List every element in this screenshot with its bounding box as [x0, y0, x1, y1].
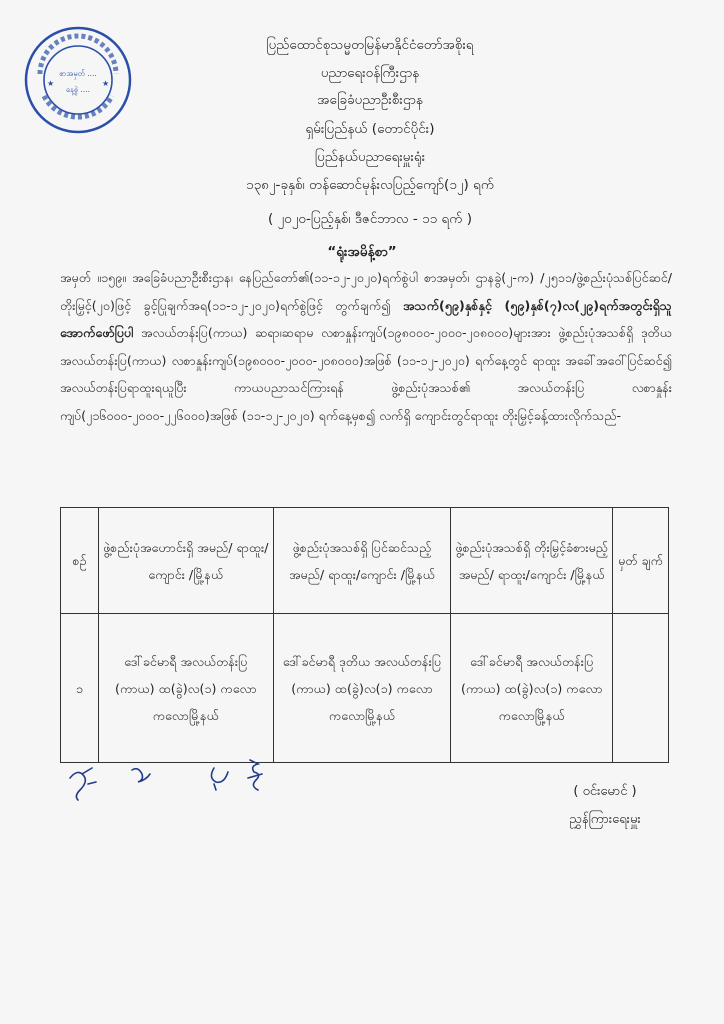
cell-serial: ၁ — [61, 614, 99, 763]
cell-remarks — [613, 614, 669, 763]
cell-revised: ဒေါ်ခင်မာရီ ဒုတိယ အလယ်တန်းပြ (ကာယ) ထ(ခွဲ)လ(၁) ကလော ကလောမြို့နယ် — [273, 614, 451, 763]
signer-name: ( ဝင်းမောင် ) — [573, 784, 637, 799]
office-seal — [22, 24, 134, 136]
header-date-myanmar: ၁၃၈၂-ခုနှစ်၊ တန်ဆောင်မုန်းလပြည့်ကျော်(၁၂) ရက် — [245, 177, 495, 193]
order-text-part1: အမှတ် ။၁၅၉။ အခြေခံပညာဦးစီးဌာန၊ နေပြည်တော်၏(၁၁-၁၂-၂၀၂၀)ရက်စွဲပါ စာအမှတ်၊ ဌာနခွဲ(၂-က) /၂၅၁၁/ဖွဲ့စည်းပုံသစ်ပြင်ဆင်/ တိုးမြှင့်(၂၀)ဖြင့် ခွင့်ပြုချက်အရ(၁၁-၁၂-၂၀၂၀)ရက်စွဲဖြင့် တွက်ချက်၍ — [60, 270, 672, 313]
header-office: ပြည်နယ်ပညာရေးမှူးရုံး — [314, 149, 426, 165]
header-remarks: မှတ် ချက် — [613, 508, 669, 614]
seal-line1: စာအမှတ် .... — [59, 69, 97, 78]
header-government: ပြည်ထောင်စုသမ္မတမြန်မာနိုင်ငံတော်အစိုးရ — [266, 37, 474, 53]
header-promoted-structure: ဖွဲ့စည်းပုံအသစ်ရှိ တိုးမြှင့်ခံစားမည့် အမည်/ ရာထူး/ကျောင်း /မြို့နယ် — [451, 508, 613, 614]
header-ministry: ပညာရေးဝန်ကြီးဌာန — [320, 65, 420, 81]
header-serial: စဉ် — [61, 508, 99, 614]
initials-signatures — [64, 756, 294, 806]
header-department: အခြေခံပညာဦးစီးဌာန — [317, 92, 423, 108]
order-text-bold: အသက်(၅၉)နှစ်နှင့် (၅၉)နှစ်(၇)လ(၂၉)ရက်အတွင်းရှိသူ အောက်ဖော်ပြပါ — [60, 297, 672, 341]
handwritten-initials-icon — [64, 756, 294, 806]
header-revised-structure: ဖွဲ့စည်းပုံအသစ်ရှိ ပြင်ဆင်သည့် အမည်/ ရာထူး/ကျောင်း /မြို့နယ် — [273, 508, 451, 614]
svg-text:★: ★ — [47, 79, 55, 88]
cell-promoted: ဒေါ်ခင်မာရီ အလယ်တန်းပြ (ကာယ) ထ(ခွဲ)လ(၁) ကလော ကလောမြို့နယ် — [451, 614, 613, 763]
table-header-row — [61, 508, 669, 614]
document-title: “ရုံးအမိန့်စာ” — [327, 244, 397, 260]
order-paragraph — [60, 264, 672, 430]
header-old-structure: ဖွဲ့စည်းပုံအဟောင်းရှိ အမည်/ ရာထူး/ကျောင်း /မြို့နယ် — [98, 508, 273, 614]
seal-line2: နေ့စွဲ .... — [65, 85, 91, 94]
svg-text:★: ★ — [102, 79, 110, 88]
seal-icon — [22, 24, 134, 136]
signer-title: ညွှန်ကြားရေးမှူး — [569, 812, 641, 827]
order-text-part2: အလယ်တန်းပြ(ကာယ) ဆရာ၊ဆရာမ လစာနှုန်းကျပ်(၁၉၈၀၀၀-၂၀၀၀-၂၀၈၀၀၀)များအား ဖွဲ့စည်းပုံအသစ်ရှိ ဒုတိယအလယ်တန်းပြ(ကာယ) လစာနှုန်းကျပ်(၁၉၈၀၀၀-၂၀၀၀-၂၀၈၀၀၀)အဖြစ် (၁၁-၁၂-၂၀၂၀) ရက်နေ့တွင် ရာထူး အခေါ်အဝေါ်ပြင်ဆင်၍ အလယ်တန်းပြရာထူးရယူပြီး ကာယပညာသင်ကြားရန် ဖွဲ့စည်းပုံအသစ်၏ အလယ်တန်းပြ လစာနှုန်းကျပ်(၂၁၆၀၀၀-၂၀၀၀-၂၂၆၀၀၀)အဖြစ် (၁၁-၁၂-၂၀၂၀) ရက်နေ့မှစ၍ လက်ရှိ ကျောင်းတွင်ရာထူး တိုးမြှင့်ခန့်ထားလိုက်သည်- — [60, 325, 672, 423]
header-date-gregorian: ( ၂၀၂၀-ပြည့်နှစ်၊ ဒီဇင်ဘာလ - ၁၁ ရက် ) — [267, 211, 473, 227]
signature-block — [540, 778, 670, 834]
cell-old: ဒေါ်ခင်မာရီ အလယ်တန်းပြ (ကာယ) ထ(ခွဲ)လ(၁) ကလော ကလောမြို့နယ် — [98, 614, 273, 763]
promotion-table — [60, 507, 669, 763]
header-region: ရှမ်းပြည်နယ် (တောင်ပိုင်း) — [305, 121, 435, 137]
table-row — [61, 614, 669, 763]
